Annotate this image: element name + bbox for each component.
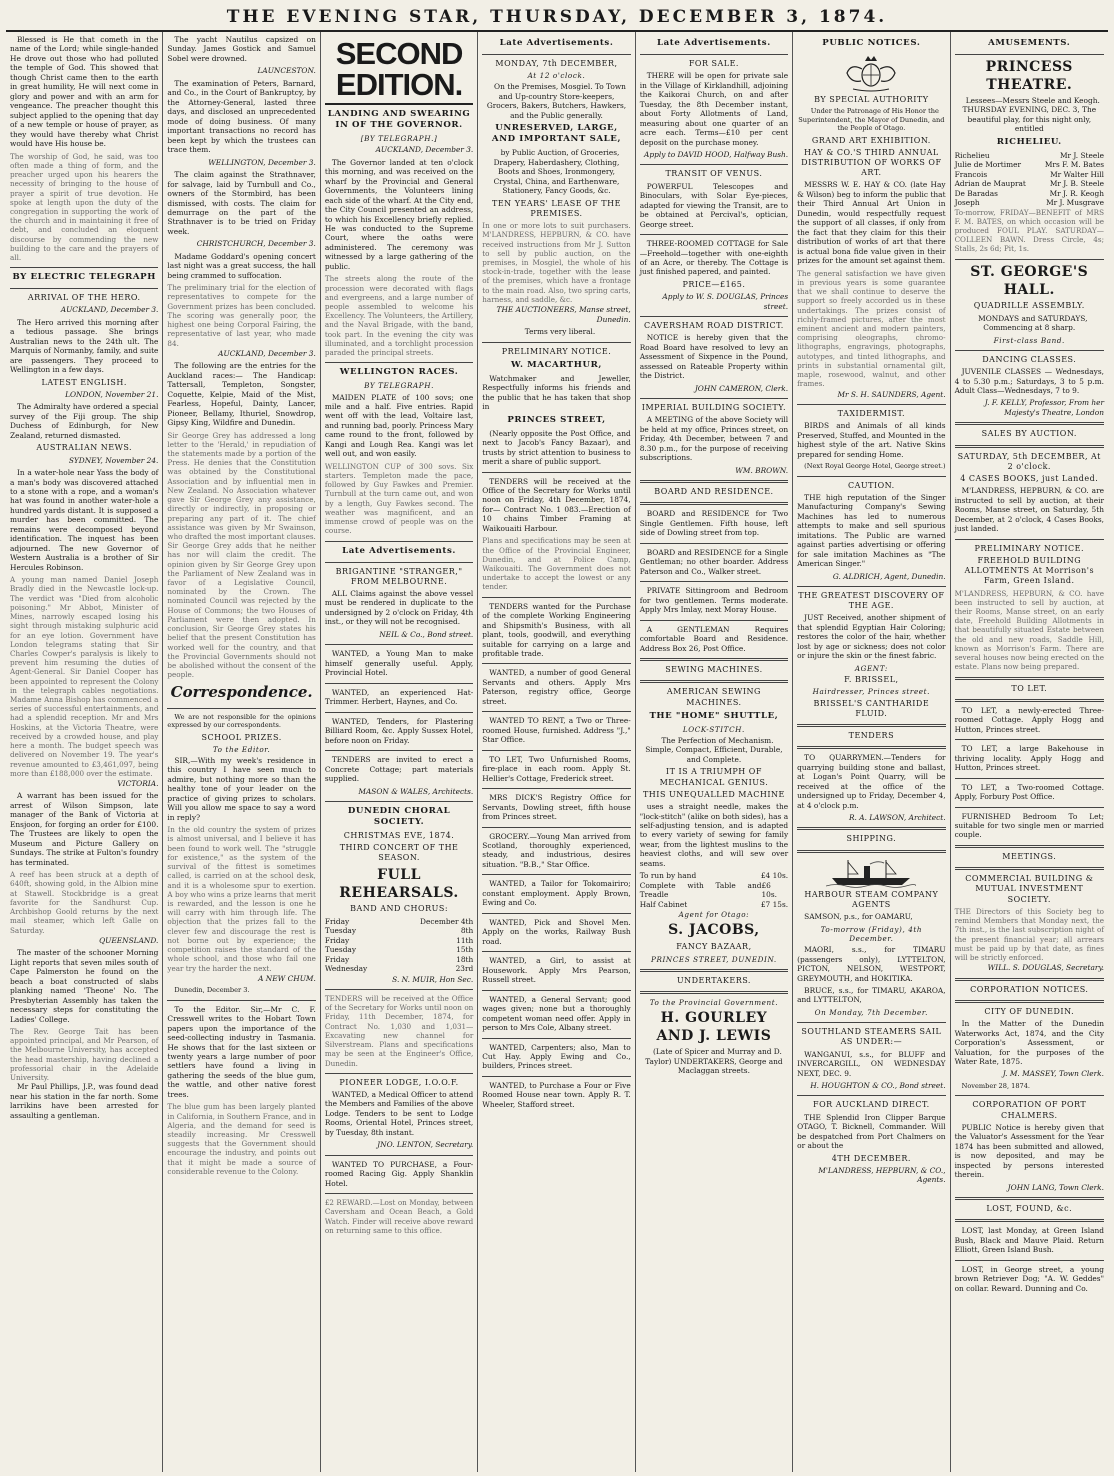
agent-heading: Agent for Otago: (678, 910, 750, 920)
latest-heading: LATEST ENGLISH. (41, 377, 127, 387)
pioneer-heading: PIONEER LODGE, I.O.O.F. (339, 1077, 459, 1087)
cottage-price: PRICE—£165. (682, 279, 746, 289)
cottage-text: THREE-ROOMED COTTAGE for Sale —Freehold—together with one-eighth of an Acre, or thereby. The Cottage is just finished papered, and painted. (639, 239, 789, 277)
lost-ad: LOST, in George street, a young brown Retriever Dog; "A. W. Geddes" on collar. Reward. Dunning and Co. (954, 1264, 1104, 1293)
board-heading: BOARD AND RESIDENCE. (654, 487, 774, 497)
taxidermist-heading: TAXIDERMIST. (837, 409, 906, 419)
choral-heading: DUNEDIN CHORAL SOCIETY. (347, 805, 451, 827)
otago-text: THE Splendid Iron Clipper Barque OTAGO, T. Bicknell, Commander. Will be despatched from Port Chalmers on or about the (797, 1112, 946, 1151)
christchurch-text: Madame Goddard's opening concert last night was a great success, the hall being crammed to suffocation. (167, 251, 316, 280)
juvenile-text: JUVENILE CLASSES — Wednesdays, 4 to 5.30 p.m.; Saturdays, 3 to 5 p.m. Adult Class—Wednesdays, 7 to 9. (954, 367, 1104, 395)
sale-text: THERE will be open for private sale in the Village of Kirklandhill, adjoining the Kaikorai Church, on and after Tuesday, the 8th December instant, about Forty Allotments of Land, measuring about one quarter of an acre each. Terms—£10 per cent deposit on the purchase money. (639, 71, 789, 147)
port-heading: CORPORATION OF PORT CHALMERS. (972, 1100, 1087, 1120)
wanganui-ad: WANGANUI, s.s., for BLUFF and INVERCARGILL, ON WEDNESDAY NEXT, DEC. 9. (797, 1049, 946, 1078)
second-edition-banner: SECOND EDITION. (325, 38, 473, 105)
late-ads-heading-3: Late Advertisements. (342, 545, 456, 556)
lost-ad: LOST, last Monday, at Green Island Bush, Black and Mauve Plaid. Return Elliott, Green Island Bush. (954, 1226, 1104, 1255)
cantharide-label: BRISSEL'S CANTHARIDE FLUID. (813, 698, 930, 718)
latest-dateline: LONDON, November 21. (65, 390, 159, 399)
victoria-continued: A reef has been struck at a depth of 640ft, showing gold, in the Albion mine at Stawell. Stockbridge is a great favorite for the Sandhurst Cup. Archbishop Goold returns by the next mail steamer, which left Galle on Saturday. (10, 870, 159, 935)
public-notices-heading: PUBLIC NOTICES. (822, 38, 921, 48)
prelim-heading: PRELIMINARY NOTICE. (501, 346, 612, 356)
list-item: To run by hand £4 10s. (639, 871, 789, 881)
auckland-dateline: AUCKLAND, December 3. (218, 348, 316, 358)
lease-heading: TEN YEARS' LEASE OF THE PREMISES. (492, 198, 621, 218)
masthead (6, 4, 1108, 32)
imperial-text: A MEETING of the above Society will be held at my office, Princes street, on Friday, 4th December, between 7 and 8.30 p.m., for the purpose of receiving subscriptions. (639, 415, 789, 463)
tenders-cottage: TENDERS are invited to erect a Concrete Cottage; part materials supplied. (324, 755, 474, 784)
princes-street: PRINCES STREET, (507, 414, 606, 425)
unequalled-heading: THIS UNEQUALLED MACHINE (642, 789, 785, 799)
stranger-heading: BRIGANTINE "STRANGER," FROM MELBOURNE. (335, 566, 463, 586)
investment-signature: WILL. S. DOUGLAS, Secretary. (987, 963, 1104, 973)
city-date: November 28, 1874. (961, 1081, 1031, 1090)
list-item: Friday 18th (324, 954, 474, 964)
list-item: Friday December 4th (324, 916, 474, 926)
wanted-ad: MRS DICK'S Registry Office for Servants, Dowling street, fifth house from Princes street. (482, 793, 631, 822)
greatest-text: JUST Received, another shipment of that splendid Egyptian Hair Coloring; restores the color of the hair, whether lost by age or sickness; does not color or injure the skin or the finest fabric. (797, 613, 946, 661)
sales-date: SATURDAY, 5th DECEMBER, At 2 o'clock. (957, 451, 1101, 471)
landing-dateline: AUCKLAND, December 3. (375, 145, 474, 155)
otago-signature: M'LANDRESS, HEPBURN, & CO., Agents. (818, 1165, 946, 1185)
late-ads-heading-5: Late Advertisements. (656, 38, 771, 48)
list-item: Friday 11th (324, 935, 474, 945)
list-item: Adrian de Mauprat Mr J. B. Steele (954, 179, 1104, 189)
price-list (640, 871, 788, 909)
list-item: Richelieu Mr J. Steele (954, 150, 1104, 160)
for-sale-heading: FOR SALE. (688, 59, 739, 68)
greatest-heading: THE GREATEST DISCOVERY OF THE AGE. (798, 591, 945, 611)
tenders-text: TO QUARRYMEN.—Tenders for quarrying building stone and ballast, at Logan's Point Quarry, will be received at the office of the undersigned up to Friday, December 4, at 4 o'clock p.m. (797, 753, 946, 810)
tenders-engineering: TENDERS wanted for the Purchase of the complete Working Engineering and Shipsmith's Business, with all plant, tools, goodwill, and everything suitable for carrying on a large and profitable trade. (482, 601, 631, 658)
shuttle-text: The Perfection of Mechanism. Simple, Compact, Efficient, Durable, and Complete. (645, 735, 783, 764)
freehold-heading: FREEHOLD BUILDING ALLOTMENTS At Morrison's Farm, Green Island. (964, 555, 1095, 586)
by-telegraph-label: [BY TELEGRAPH.] (360, 134, 438, 143)
list-item: Joseph Mr J. Musgrave (954, 198, 1104, 208)
caversham-text: NOTICE is hereby given that the Road Board have resolved to levy an Assessment of Sixpence in the Pound, assessed on Rateable Property within the District. (639, 333, 789, 381)
board-ad: A GENTLEMAN Requires comfortable Board and Residence. Address Box 26, Post Office. (639, 624, 789, 653)
wanted-ad: WANTED, to Purchase a Four or Five Roomed House near town. Apply R. T. Wheeler, Stafford street. (482, 1080, 631, 1109)
play-title: RICHELIEU. (996, 136, 1062, 147)
prizes-place: Dunedin, December 3. (174, 986, 250, 995)
lost-heading: LOST, FOUND, &c. (986, 1204, 1073, 1214)
unreserved-heading: UNRESERVED, LARGE, AND IMPORTANT SALE, (491, 123, 622, 145)
sales-heading: SALES BY AUCTION. (981, 429, 1077, 439)
launceston-text: The examination of Peters, Barnard, and Co., in the Court of Bankruptcy, by the Attorney-General, lasted three days, and disclosed an unprecedented mode of doing business. Of many important transactions no record has been kept by which the trustees can trace them. (167, 78, 316, 155)
landing-heading: LANDING AND SWEARING IN OF THE GOVERNOR. (327, 109, 471, 130)
board-ad: PRIVATE Sittingroom and Bedroom for two gentlemen. Terms moderate. Apply Mrs Imlay, next Moray House. (639, 586, 789, 615)
princess-heading: PRINCESS THEATRE. (985, 59, 1073, 93)
wanted-ad: WANTED, a Tailor for Tokomairiro; constant employment. Apply Brown, Ewing and Co. (482, 879, 631, 908)
australian-dateline: SYDNEY, November 24. (68, 455, 159, 465)
masthead-title: THE EVENING STAR, THURSDAY, DECEMBER 3, 1874. (226, 7, 888, 27)
massey-signature: J. M. MASSEY, Town Clerk. (1002, 1069, 1104, 1079)
meetings-heading: MEETINGS. (1002, 851, 1057, 861)
bruce-ad: BRUCE, s.s., for TIMARU, AKAROA, and LYTTELTON, (797, 985, 946, 1005)
seed-continued: The blue gum has been largely planted in California, in Southern France, and in Algeria, and the demand for seed is steadily increasing. Mr Cresswell suggests that the Government should encourage the industry, and points out that it might be made a source of considerable revenue to the Colony. (167, 1102, 316, 1176)
wanted-plastering: WANTED, Tenders, for Plastering Billiard Room, &c. Apply Sussex Hotel, before noon on Friday. (324, 716, 474, 745)
stranger-text: ALL Claims against the above vessel must be rendered in duplicate to the undersigned by 2 o'clock on Friday, 4th inst., or they will not be recognised. (324, 589, 474, 627)
venus-heading: TRANSIT OF VENUS. (665, 169, 763, 179)
mlandress-text: M'LANDRESS, HEPBURN, & CO. are instructed to sell by auction, at their Rooms, Manse street, on Saturday, 5th December, at 2 o'clock, 4 Cases Books, just landed. (954, 486, 1104, 534)
gourley-address: (Late of Spicer and Murray and D. Taylor) UNDERTAKERS, George and Maclaggan streets. (645, 1047, 783, 1075)
columns (6, 32, 1108, 1472)
auction-text: On the Premises, Mosgiel. To Town and Up-country Store-keepers, Grocers, Bakers, Butchers, Hawkers, and the Public generally. (486, 82, 627, 120)
late-ads-heading-4: Late Advertisements. (499, 38, 614, 48)
hay-continued: The general satisfaction we have given in previous years is some guarantee that we shall continue to deserve the support so freely accorded us in these undertakings. The prizes consist of richly-framed pictures, after the most eminent ancient and modern painters, comprising oleographs, chromo-lithographs, engravings, photographs, autotypes, and tinted lithographs, and prints in substantial ornamental gilt, maple, rosewood, walnut, and other frames. (797, 268, 946, 389)
to-let-heading: TO LET. (1011, 683, 1048, 693)
direct-heading: FOR AUCKLAND DIRECT. (813, 1100, 930, 1110)
board-ad: BOARD and RESIDENCE for Two Single Gentlemen. Fifth house, left side of Dowling street from top. (639, 509, 789, 538)
quadrille-heading: QUADRILLE ASSEMBLY. (973, 301, 1085, 311)
choral-signature: S. N. MUIR, Hon Sec. (392, 974, 474, 984)
rehearsals-heading: FULL REHEARSALS. (339, 866, 459, 901)
triumph-heading: IT IS A TRIUMPH OF MECHANICAL GENIUS. (659, 767, 769, 787)
victoria-text: A warrant has been issued for the arrest of Wilson Simpson, late manager of the Bank of Victoria at Ensjoon, for forging an order for £100. The Trustees are likely to open the Museum and Picture Gallery on Sundays. The strike at Fulton's foundry has terminated. (10, 791, 159, 867)
bazaar-address: PRINCES STREET, DUNEDIN. (651, 954, 777, 964)
to-let-ad: TO LET, a newly-erected Three-roomed Cottage. Apply Hogg and Hutton, Princes street. (954, 705, 1104, 734)
list-item: Tuesday 8th (324, 926, 474, 936)
macarthur-more: (Nearly opposite the Post Office, and next to Jacob's Fancy Bazaar), and trusts by strict attention to business to merit a share of public support. (482, 428, 631, 467)
investment-text: THE Directors of this Society beg to remind Members that Monday next, the 7th inst., is the last subscription night of the present financial year; all arrears must be paid up by that date, as fines will be strictly enforced. (954, 906, 1104, 962)
prizes-heading: SCHOOL PRIZES. (201, 732, 282, 742)
shuttle-heading: THE "HOME" SHUTTLE, (649, 710, 779, 721)
prizes-to: To the Editor. (212, 744, 271, 754)
lease-text: In one or more lots to suit purchasers. M'LANDRESS, HEPBURN, & CO. have received instructions from Mr J. Sutton to sell by public auction, on the premises, in Mosgiel, the whole of his stock-in-trade, together with the lease of the premises, which have a frontage to the main road. Also, two spring carts, harness, and saddle, &c. (482, 221, 631, 304)
list-item: Julie de Mortimer Mrs F. M. Bates (954, 160, 1104, 170)
houghton-signature: H. HOUGHTON & CO., Bond street. (810, 1081, 946, 1090)
to-let-ad: TO LET, a Two-roomed Cottage. Apply, Forbury Post Office. (954, 782, 1104, 802)
to-let-ad: TO LET, a large Bakehouse in thriving locality. Apply Hogg and Hutton, Princes street. (954, 744, 1104, 773)
port-text: PUBLIC Notice is hereby given that the Valuator's Assessment for the Year 1874 has been submitted and allowed, is now deposited, and may be inspected by persons interested therein. (954, 1122, 1104, 1180)
sermon-continued: The worship of God, he said, was too often made a thing of form, and the preacher urged upon his hearers the necessity of bringing to the house of prayer a spirit of true devotion. He spoke at length upon the duty of the congregation in supporting the work of the church and in maintaining it free of debt, and concluded an eloquent discourse by commending the new building to the care and the prayers of all. (10, 151, 159, 263)
tenders-railway: TENDERS will be received at the Office of the Secretary for Works until noon on Friday, 11th December, 1874, for Contract No. 1,030 and 1,031—Excavating new channel for Silverstream. Plans and specifications may be seen at the Engineer's Office, Dunedin. (324, 994, 474, 1068)
column-1 (6, 32, 163, 1472)
tenders-cottage-signature: MASON & WALES, Architects. (358, 786, 474, 796)
australian-heading: AUSTRALIAN NEWS. (36, 443, 133, 453)
caution-signature: G. ALDRICH, Agent, Dunedin. (832, 571, 946, 581)
venus-text: POWERFUL Telescopes and Binoculars, with Solar Eye-pieces, adapted for viewing the Transit, are to be obtained at Percival's, optician, George street. (639, 181, 789, 229)
races-heading: WELLINGTON RACES. (339, 367, 459, 378)
authority-heading: BY SPECIAL AUTHORITY (814, 95, 929, 104)
wellington-text: The claim against the Strathnaver, for salvage, laid by Turnbull and Co., owners of the Stormbird, has been dismissed, with costs. The claim for demurrage on the part of the Strathnaver is to be tried on Friday week. (167, 170, 316, 236)
brissel-name: F. BRISSEL, (844, 675, 899, 685)
wanted-ad: WANTED, a General Servant; good wages given; none but a thoroughly competent woman need offer. Apply in person to Mrs Cole, Albany street. (482, 994, 631, 1033)
princess-text: Lessees—Messrs Steele and Keogh. THURSDAY EVENING, DEC. 3, The beautiful play, for this night only, entitled (962, 95, 1100, 134)
choral-subheading: CHRISTMAS EVE, 1874. (343, 830, 455, 840)
landing-continued: The streets along the route of the procession were decorated with flags and evergreens, and a large number of people assembled to welcome his Excellency. The Volunteers, the Artillery, and the Naval Brigade, with the band, took part. In the evening the city was illuminated, and a torchlight procession paraded the principal streets. (324, 274, 474, 358)
telegraph-heading: BY ELECTRIC TELEGRAPH (12, 272, 156, 283)
tenders-works-continued: Plans and specifications may be seen at the Office of the Provincial Engineer, Dunedin, and at Police Camp, Waikouaiti. The Government does not undertake to accept the lowest or any tender. (482, 536, 631, 592)
hay-signature: Mr S. H. SAUNDERS, Agent. (837, 389, 946, 399)
sale-time: At 12 o'clock. (527, 71, 586, 81)
caversham-heading: CAVERSHAM ROAD DISTRICT. (644, 321, 784, 331)
queensland-text: The master of the schooner Morning Light reports that seven miles south of Cape Palmerston he found on the beach a boat constructed of slabs planking named 'Theone' No. The Presbyterian Assembly has taken the necessary steps for constituting the Ladies' College. (10, 948, 159, 1024)
prizes-text: SIR,—With my week's residence in this country I have seen much to admire, but nothing more so than the healthy tone of your leader on the practice of giving prizes to scholars. Will you allow me space to say a word in reply? (167, 755, 316, 822)
samson-time: To-morrow (Friday), 4th December. (820, 924, 923, 943)
prizes-signature: A NEW CHUM. (258, 973, 316, 983)
wanted-ad: WANTED, a Girl, to assist at Housework. Apply Mrs Pearson, Russell street. (482, 956, 631, 985)
steamship-icon (797, 858, 945, 888)
city-heading: CITY OF DUNEDIN. (984, 1006, 1075, 1016)
caution-text: THE high reputation of the Singer Manufacturing Company's Sewing Machines has led to numerous attempts to make and sell spurious imitations. The Public are warned against parties advertising or offering for sale imitation Machines as "The American Singer." (797, 492, 946, 569)
arrival-dateline: AUCKLAND, December 3. (60, 305, 159, 315)
pioneer-text: WANTED, a Medical Officer to attend the Members and Families of the above Lodge. Tenders to be sent to Lodge Rooms, Oriental Hotel, Princes street, by Tuesday, 8th instant. (324, 1089, 474, 1137)
maori-ad: MAORI, s.s., for TIMARU (passengers only), LYTTELTON, PICTON, NELSON, WESTPORT, GREYMOUTH, and HOKITIKA. (797, 945, 946, 983)
victoria-dateline: VICTORIA. (117, 779, 159, 789)
machine-text: uses a straight needle, makes the "lock-stitch" (alike on both sides), has a self-adjusting tension, and is adapted to every variety of sewing for family wear, from the lightest muslins to the heaviest cloths, and will sew over seams. (639, 802, 789, 868)
column-7 (951, 32, 1108, 1472)
queensland-continued: The Rev. George Tait has been appointed principal, and Mr Pearson, of the Melbourne University, has accepted the head mastership, having declined a professorial chair in the Adelaide University. (10, 1026, 159, 1083)
undertakers-to: To the Provincial Government. (649, 998, 779, 1008)
american-heading: AMERICAN SEWING MACHINES. (666, 687, 761, 707)
column-2 (163, 32, 320, 1472)
dancing-heading: DANCING CLASSES. (982, 354, 1077, 364)
imperial-heading: IMPERIAL BUILDING SOCIETY. (641, 403, 787, 413)
wanted-young-man: WANTED, a Young Man to make himself generally useful. Apply, Provincial Hotel. (324, 649, 474, 678)
princess-continued: To-morrow, FRIDAY—BENEFIT of MRS F. M. BATES, on which occasion will be produced FOUL PLAY. SATURDAY—COLLEEN BAWN. Dress Circle, 4s; Stalls, 2s 6d; Pit, 1s. (954, 207, 1104, 254)
macarthur-text: Watchmaker and Jeweller, Respectfully informs his friends and the public that he has taken that shop in (482, 373, 631, 412)
auckland-continued: Sir George Grey has addressed a long letter to the 'Herald,' in repudiation of the statements made by a portion of the Press. He denies that the Constitution was obtained by the Constitutional Association and by influential men in New Zealand. No Association whatever gave Sir George Grey any assistance, directly or indirectly, in proposing or preparing any part of it. The chief assistance was given by Mr Swainson, who drafted the most important clauses. Sir George Grey adds that he neither has nor will claim the credit. The opinion given by Sir George Grey upon the Parliament of New Zealand was in favor of a Legislative Council, nominated by the Crown. The nominated Council was rejected by the House of Commons; the two Houses of Parliament were then adopted. In conclusion, Sir George Grey states his belief that the present Constitution has worked well for the country, and that the Provincial Governments should not be abolished without the consent of the people. (167, 430, 316, 680)
sale-date: MONDAY, 7th DECEMBER, (495, 59, 618, 68)
disclaimer: We are not responsible for the opinions expressed by our correspondents. (167, 712, 316, 730)
undertakers-heading: UNDERTAKERS. (676, 975, 751, 985)
landing-text: The Governor landed at ten o'clock this morning, and was received on the wharf by the Provincial and General Governments, the Volunteers lining each side of the wharf. At the City end, the City Council presented an address, to which his Excellency briefly replied. He was conducted to the Supreme Court, where the oaths were administered. The ceremony was witnessed by a large gathering of the public. (324, 157, 474, 271)
choral-concert: THIRD CONCERT OF THE SEASON. (339, 843, 459, 863)
australian-continued: A young man named Daniel Joseph Bradly died in the Newcastle lock-up. The verdict was "Died from alcoholic poisoning." Mr Abbot, Minister of Mines, narrowly escaped losing his sight through mistaking sulphuric acid for an eye lotion. Government have London telegrams stating that Sir Charles Cowper's paralysis is likely to prevent him resuming the duties of Agent-General. Sir Daniel Cooper has been appointed to represent the Colony in the telegraph cables negotiations. Madame Anna Bishop has commenced a series of successful entertainments, and had a splendid reception. Mr and Mrs Hoskins, at the Victoria Theatre, were received by a crowded house, and play here a month. The budget speech was delivered on November 19. The year's revenue amounted to £3,461,097, being more than £188,000 over the estimate. (10, 575, 159, 778)
quadrille-days: MONDAYS and SATURDAYS, Commencing at 8 sharp. (978, 313, 1088, 333)
reward-notice: £2 REWARD.—Lost on Monday, between Caversham and Ocean Beach, a Gold Watch. Finder will receive above reward on returning same to this office. (324, 1198, 474, 1235)
cottage-signature: Apply to W. S. DOUGLAS, Princes street. (662, 292, 789, 311)
yacht-text: The yacht Nautilus capsized on Sunday. James Gostick and Samuel Sobel were drowned. (167, 35, 316, 63)
dancing-signature: J. F. KELLY, Professor, From her Majesty's Theatre, London (984, 398, 1104, 417)
wanted-ad: WANTED, a number of good General Servants and others. Apply Mrs Paterson, registry office, George street. (482, 668, 631, 706)
wanted-ad: TO LET, Two Unfurnished Rooms, fire-place in each room. Apply St. Hellier's Cottage, Frederick street. (482, 754, 631, 783)
christchurch-continued: The preliminary trial for the election of representatives to compete for the Government prizes has been concluded. The scoring was generally poor, the highest one being Corporal Fairing, the representative of last year, who made 84. (167, 283, 316, 348)
amusements-heading: AMUSEMENTS. (988, 38, 1071, 48)
tenders-works: TENDERS will be received at the Office of the Secretary for Works until noon on Friday, 4th December, 1874, for— Contract No. 1 083.—Erection of 10 chains Timber Framing at Waikouaiti Harbour. (482, 476, 631, 533)
list-item: De Baradas Mr J. R. Keogh (954, 188, 1104, 198)
distribution-heading: HAY & CO.'S THIRD ANNUAL DISTRIBUTION OF WORKS OF ART. (801, 147, 942, 178)
stgeorge-heading: ST. GEORGE'S HALL. (970, 263, 1089, 298)
caution-heading: CAUTION. (847, 480, 895, 490)
seed-text: To the Editor. Sir,—Mr C. F. Cresswell writes to the Hobart Town papers upon the importance of the seed-collecting industry in Tasmania. He shows that for the last sixteen or twenty years a large number of poor settlers have found a living in gathering the seeds of the blue gum, the wattle, and other native forest trees. (167, 1004, 316, 1099)
column-6 (793, 32, 950, 1472)
tenders-signature: R. A. LAWSON, Architect. (848, 813, 946, 823)
patronage-text: Under the Patronage of His Honor the Superintendent, the Mayor of Dunedin, and the People of Otago. (798, 107, 945, 133)
lockstitch-label: LOCK-STITCH. (682, 724, 745, 734)
purchase-text: WANTED TO PURCHASE, a Four-roomed Racing Gig. Apply Shanklin Hotel. (324, 1159, 474, 1188)
wanted-ad: WANTED, Carpenters; also, Man to Cut Hay. Apply Ewing and Co., builders, Princes street. (482, 1042, 631, 1071)
list-item: Tuesday 15th (324, 945, 474, 955)
imperial-signature: WM. BROWN. (735, 465, 789, 475)
hay-text: MESSRS W. E. HAY & CO. (late Hay & Wilson) beg to inform the public that their Third Annual Art Union in Dunedin, would respectfully request the support of all classes, if only from the fact that they claim for this their distribution of works of art that there is actual bona fide value given in their prizes for the amount set against them. (797, 180, 946, 266)
unreserved-text: by Public Auction, of Groceries, Drapery, Haberdashery, Clothing, Boots and Shoes, Ironmongery, Crystal, China, and Earthenware, Stationery, Fancy Goods, &c. (493, 148, 620, 196)
arrival-heading: ARRIVAL OF THE HERO. (27, 293, 141, 303)
corporation-heading: CORPORATION NOTICES. (970, 984, 1089, 994)
to-let-ad: FURNISHED Bedroom To Let; suitable for two single men or married couple. (954, 811, 1104, 840)
auckland-text: The following are the entries for the Auckland races:— The Handicap: Tattersall, Templeton, Songster, Coquette, Kelpie, Maid of the Mist, Fearless, Hopeful, Dainty, Lancer, Pioneer, Bellamy, Ithuriel, Snowdrop, Gipsy King, Wildfire and Dunedin. (167, 361, 316, 428)
prelim-heading-7: PRELIMINARY NOTICE. (974, 543, 1085, 553)
macarthur-name: W. MACARTHUR, (511, 359, 602, 370)
port-signature: JOHN LANG, Town Clerk. (1007, 1182, 1104, 1192)
terms: Terms very liberal. (524, 327, 596, 337)
list-item: Complete with Table and Treadle £6 10s. (639, 880, 777, 900)
list-item: Half Cabinet £7 15s. (639, 899, 789, 909)
column-4 (478, 32, 635, 1472)
correspondence-heading: Correspondence. (170, 683, 313, 702)
southland-heading: SOUTHLAND STEAMERS SAIL AS UNDER:— (801, 1027, 942, 1047)
launceston-dateline: LAUNCESTON. (257, 66, 316, 76)
jacobs-name: S. JACOBS, (668, 922, 760, 939)
royal-crest-icon (797, 53, 945, 93)
agent-label: AGENT: (854, 663, 888, 673)
australian-text: In a water-hole near Yass the body of a man's body was discovered attached to a stone with a rope, and a woman's hat was found in another water-hole a hundred yards distant. It is supposed a murder has been committed. The remains were decomposed beyond identification. The inquest has been adjourned. The new Governor of Western Australia is a brother of Sir Hercules Robinson. (10, 468, 159, 572)
hairdresser-label: Hairdresser, Princes street. (812, 687, 931, 697)
caversham-signature: JOHN CAMERON, Clerk. (694, 383, 789, 393)
rehearsal-list (325, 917, 473, 974)
samson-ad: SAMSON, p.s., for OAMARU, (804, 912, 913, 922)
auctioneers-signature: THE AUCTIONEERS, Manse street, Dunedin. (496, 305, 631, 324)
stranger-signature: NEIL & Co., Bond street. (379, 629, 474, 639)
sales-item: 4 CASES BOOKS, just Landed. (960, 474, 1099, 484)
list-item: Francois Mr Walter Hill (954, 169, 1104, 179)
final-text: Mr Paul Phillips, J.P., was found dead near his station in the far north. Some larrikins have been arrested for assaulting a gentleman. (10, 1082, 159, 1120)
sewing-heading: SEWING MACHINES. (665, 665, 763, 675)
wanted-ad: WANTED TO RENT, a Two or Three-roomed House, furnished. Address "J.," Star Office. (482, 716, 631, 745)
first-band: First-class Band. (993, 335, 1065, 345)
tenders-heading: TENDERS (848, 730, 895, 740)
arrival-text: The Hero arrived this morning after a tedious passage. She brings Australian news to the 24th ult. The Marquis of Normanby, family, and suite are passengers. They proceed to Wellington in a few days. (10, 317, 159, 375)
races-text: MAIDEN PLATE of 100 sovs; one mile and a half. Five entries. Rapid went off with the lead, Voltaire last, and running bad, poorly. Princess Mary came round to the front, followed by Kangi and Lough Rea. Kangi was let well out, and won easily. (324, 392, 474, 459)
taxidermist-text: BIRDS and Animals of all kinds Preserved, Stuffed, and Mounted in the highest style of the art. Native Skins prepared for sending Home. (797, 421, 946, 459)
harbour-heading: HARBOUR STEAM COMPANY AGENTS (804, 889, 939, 909)
bruce-time: On Monday, 7th December. (814, 1007, 929, 1017)
wanted-ad: WANTED, Pick and Shovel Men. Apply on the works, Railway Bush road. (482, 917, 631, 946)
bazaar-name: FANCY BAZAAR, (676, 942, 752, 952)
exhibition-heading: GRAND ART EXHIBITION. (811, 135, 931, 145)
races-by: BY TELEGRAPH. (364, 381, 434, 391)
taxidermist-address: (Next Royal George Hotel, George street.) (804, 462, 946, 471)
gourley-name: H. GOURLEY AND J. LEWIS (656, 1010, 772, 1045)
column-5 (636, 32, 793, 1472)
column-3 (321, 32, 478, 1472)
shipping-heading: SHIPPING. (846, 834, 897, 844)
sale-signature: Apply to DAVID HOOD, Halfway Bush. (644, 149, 789, 159)
queensland-dateline: QUEENSLAND. (99, 935, 159, 945)
band-chorus-heading: BAND AND CHORUS: (350, 904, 449, 914)
wanted-hat-trimmer: WANTED, an experienced Hat-Trimmer. Herbert, Haynes, and Co. (324, 687, 474, 707)
freehold-text: M'LANDRESS, HEPBURN, & CO. have been instructed to sell by auction, at their Rooms, Manse street, on an early date, Freehold Building Allotments in that beautifully situated Estate between the old and new roads, Saddle Hill, known as Morrison's Farm. There are several houses now being erected on the estate. Plans now being prepared. (954, 588, 1104, 672)
latest-text: The Admiralty have ordered a special survey of the Fiji group. The ship Duchess of Edinburgh, for New Zealand, returned dismasted. (10, 402, 159, 440)
races-continued: WELLINGTON CUP of 300 sovs. Six starters. Templeton made the pace, followed by Guy Fawkes and Premier. Turnbull at the turn came out, and won by a length, Guy Fawkes second. The weather was magnificent, and an immense crowd of people was on the course. (324, 461, 474, 536)
board-ad: BOARD and RESIDENCE for a Single Gentleman; no other boarder. Address Paterson and Co., Walker street. (639, 547, 789, 576)
cast-list (955, 151, 1104, 208)
prizes-continued: In the old country the system of prizes is almost universal, and I believe it has been found to work well. The "struggle for existence," as the system of the survival of the fittest is sometimes called, is carried on at the school desk, and it is a wholesome spur to exertion. A boy who wins a prize learns that merit is rewarded, and the lesson is one he will carry with him through life. The objection that the prizes fall to the clever few and discourage the rest is not borne out by experience; the competition raises the standard of the whole school, and those who fail one year try the harder the next. (167, 825, 316, 973)
wellington-dateline: WELLINGTON, December 3. (208, 157, 316, 167)
pioneer-signature: JNO. LENTON, Secretary. (377, 1140, 474, 1150)
list-item: Wednesday 23rd (324, 964, 474, 974)
investment-heading: COMMERCIAL BUILDING & MUTUAL INVESTMENT SOCIETY. (965, 874, 1094, 904)
sermon-text: Blessed is He that cometh in the name of the Lord; while single-handed He drove out those who had polluted the temple of God. This showed that though Christ came then to the earth in great humility, He will next come in glory and power and with an arm for vengeance. The preacher thought this subject applied to the opening that day of a new temple or house of prayer, as they would have thereby what Christ would have His house be. (10, 35, 159, 149)
wanted-ad: GROCERY.—Young Man arrived from Scotland, thoroughly experienced, steady, and industrious, desires situation. "B.B.," Star Office. (482, 831, 631, 869)
christchurch-dateline: CHRISTCHURCH, December 3. (196, 239, 316, 249)
city-text: In the Matter of the Dunedin Waterworks Act, 1874, and the City Corporation's Assessment, or Valuation, for the purposes of the Water Rate, 1875. (954, 1019, 1104, 1067)
otago-date: 4TH DECEMBER. (831, 1153, 911, 1163)
